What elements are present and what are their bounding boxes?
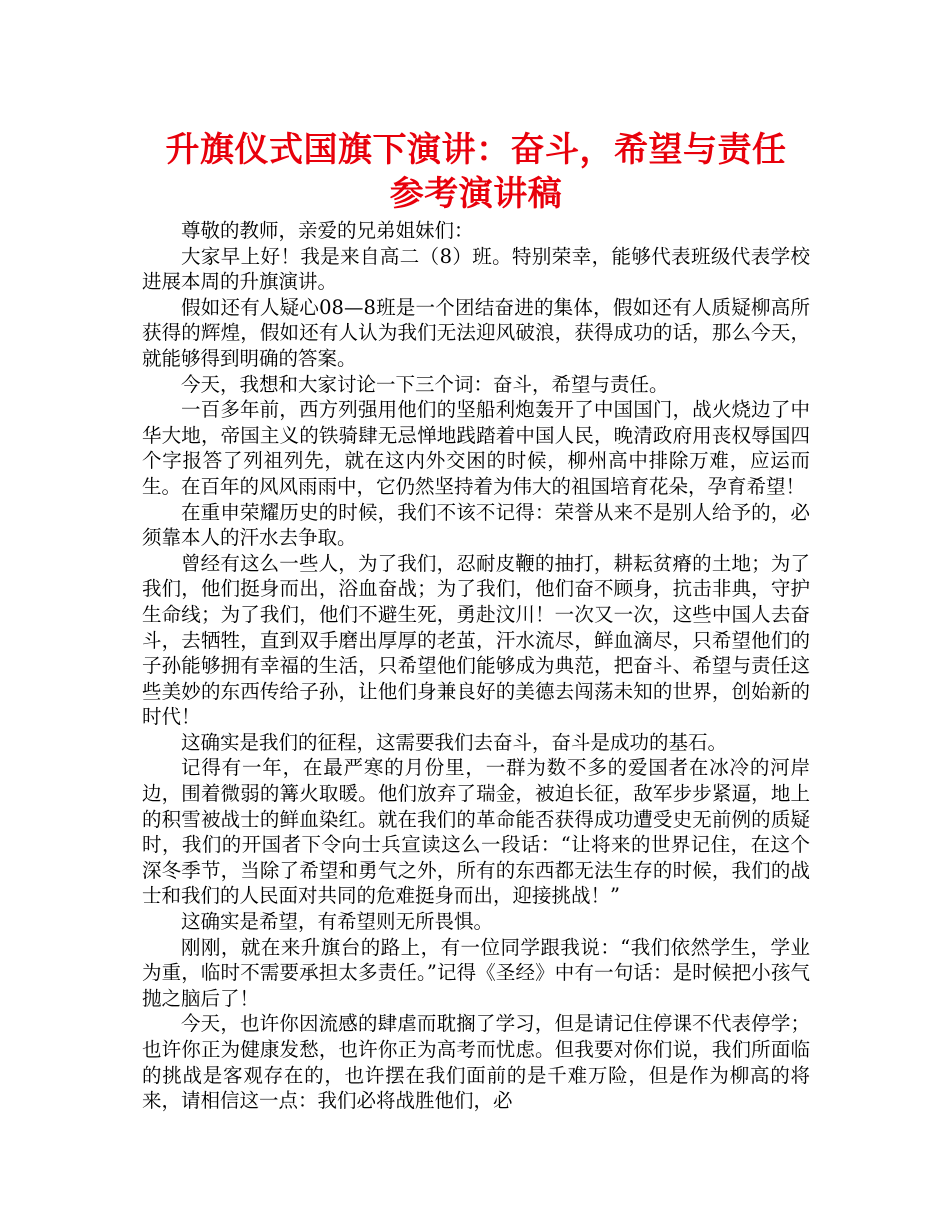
title-line-1: 升旗仪式国旗下演讲：奋斗，希望与责任: [165, 130, 787, 170]
body-paragraph: 这确实是我们的征程，这需要我们去奋斗，奋斗是成功的基石。: [181, 730, 728, 754]
body-paragraph: 今天，我想和大家讨论一下三个词：奋斗，希望与责任。: [181, 372, 669, 396]
title-line-2: 参考演讲稿: [389, 174, 563, 214]
body-paragraph: 在重申荣耀历史的时候，我们不该不记得：荣誉从来不是别人给予的，必须靠本人的汗水去争取。: [142, 500, 810, 550]
body-paragraph: 刚刚，就在来升旗台的路上，有一位同学跟我说：“我们依然学生，学业为重，临时不需要承担太多责任。”记得《圣经》中有一句话：是时候把小孩气抛之脑后了！: [142, 935, 810, 1010]
document-page: [142, 128, 810, 1114]
body-paragraph: 一百多年前，西方列强用他们的坚船利炮轰开了中国国门，战火烧边了中华大地，帝国主义的铁骑肆无忌惮地践踏着中国人民，晚清政府用丧权辱国四个字报答了列祖列先，就在这内外交困的时候，柳州高中排除万难，应运而生。在百年的风风雨雨中，它仍然坚持着为伟大的祖国培育花朵，孕育希望！: [142, 398, 810, 498]
body-paragraph: 这确实是希望，有希望则无所畏惧。: [181, 910, 494, 934]
body-paragraph: 曾经有这么一些人，为了我们，忍耐皮鞭的抽打，耕耘贫瘠的土地；为了我们，他们挺身而出，浴血奋战；为了我们，他们奋不顾身，抗击非典，守护生命线；为了我们，他们不避生死，勇赴汶川！一次又一次，这些中国人去奋斗，去牺牲，直到双手磨出厚厚的老茧，汗水流尽，鲜血滴尽，只希望他们的子孙能够拥有幸福的生活，只希望他们能够成为典范，把奋斗、希望与责任这些美妙的东西传给子孙，让他们身兼良好的美德去闯荡未知的世界，创始新的时代！: [142, 551, 810, 729]
document-title: [142, 128, 810, 216]
body-paragraph: 假如还有人疑心08—8班是一个团结奋进的集体，假如还有人质疑柳高所获得的辉煌，假如还有人认为我们无法迎风破浪，获得成功的话，那么今天，就能够得到明确的答案。: [142, 295, 810, 370]
body-paragraph: 今天，也许你因流感的肆虐而耽搁了学习，但是请记住停课不代表停学；也许你正为健康发愁，也许你正为高考而忧虑。但我要对你们说，我们所面临的挑战是客观存在的，也许摆在我们面前的是千难万险，但是作为柳高的将来，请相信这一点：我们必将战胜他们，必: [142, 1012, 810, 1113]
body-paragraph: 记得有一年，在最严寒的月份里，一群为数不多的爱国者在冰冷的河岸边，围着微弱的篝火取暖。他们放弃了瑞金，被迫长征，敌军步步紧逼，地上的积雪被战士的鲜血染红。就在我们的革命能否获得成功遭受史无前例的质疑时，我们的开国者下令向士兵宣读这么一段话：“让将来的世界记住，在这个深冬季节，当除了希望和勇气之外，所有的东西都无法生存的时候，我们的战士和我们的人民面对共同的危难挺身而出，迎接挑战！”: [142, 756, 810, 908]
body-paragraph: 大家早上好！我是来自高二（8）班。特别荣幸，能够代表班级代表学校进展本周的升旗演讲。: [142, 244, 810, 294]
salutation-paragraph: 尊敬的教师，亲爱的兄弟姐妹们：: [181, 219, 474, 242]
document-body: [142, 218, 810, 1114]
